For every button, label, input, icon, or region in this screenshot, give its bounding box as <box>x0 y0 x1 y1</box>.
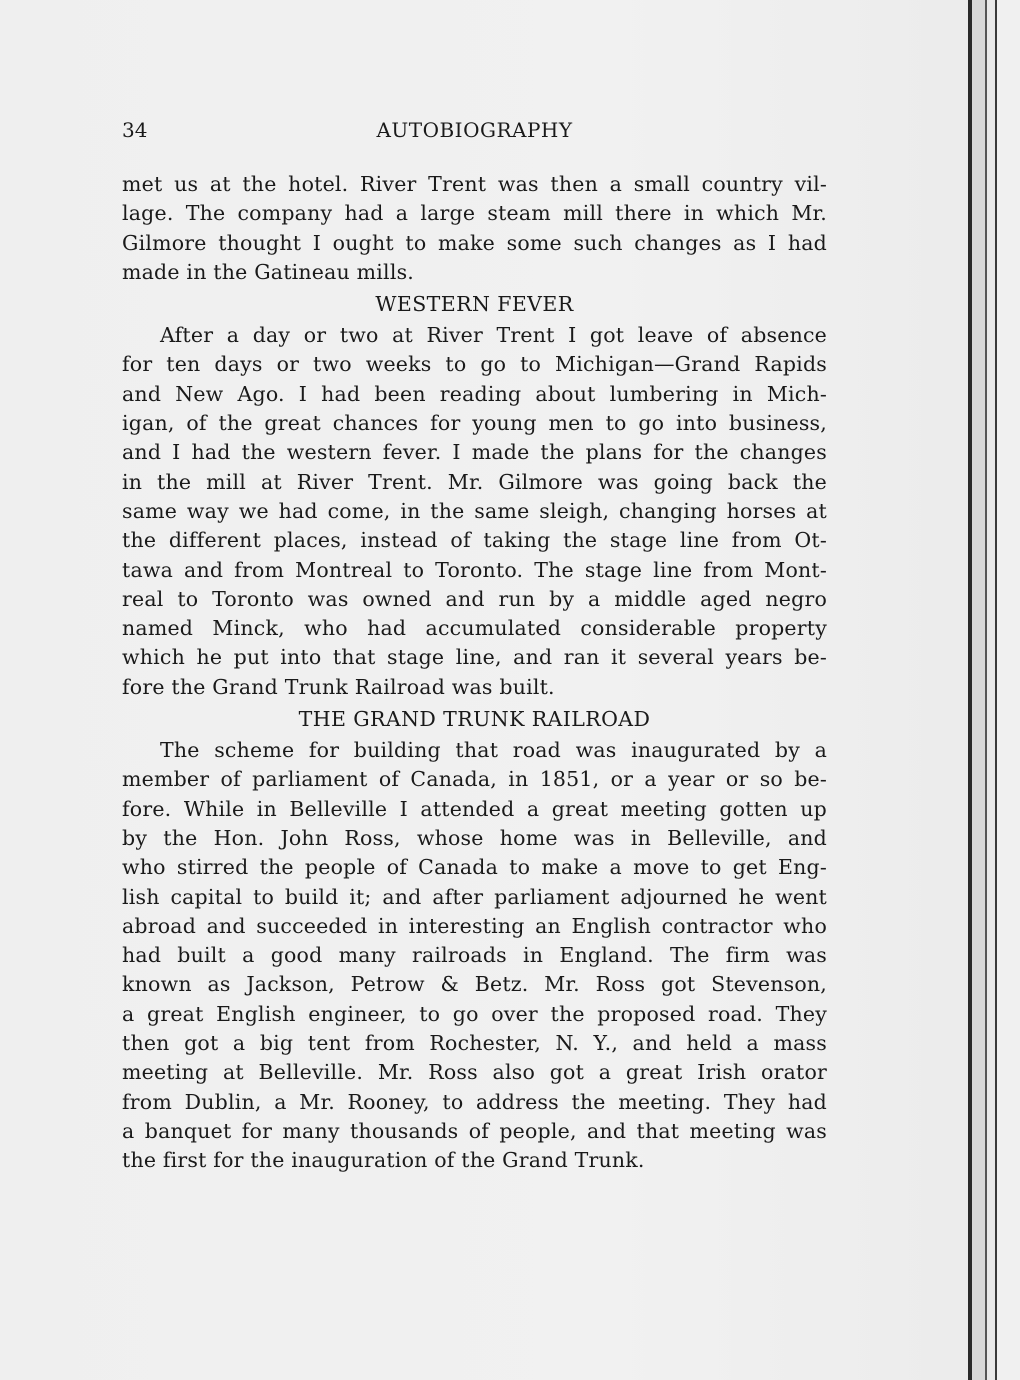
text-line: which he put into that stage line, and ran it several years be- <box>122 645 827 670</box>
page-body <box>122 170 827 1176</box>
text-line: same way we had come, in the same sleigh, changing horses at <box>122 498 827 523</box>
binding-edge <box>968 0 972 1380</box>
page-edge <box>997 0 1020 1380</box>
section-heading: WESTERN FEVER <box>375 292 574 317</box>
text-line: igan, of the great chances for young men to go into business, <box>122 411 827 436</box>
text-line: made in the Gatineau mills. <box>122 259 415 284</box>
text-line: from Dublin, a Mr. Rooney, to address the meeting. They had <box>122 1089 827 1114</box>
text-line: real to Toronto was owned and run by a middle aged negro <box>122 586 827 611</box>
text-line: named Minck, who had accumulated considerable property <box>122 616 827 641</box>
binding-line <box>985 0 987 1380</box>
binding-gap <box>972 0 985 1380</box>
text-line: Gilmore thought I ought to make some such changes as I had <box>122 230 827 255</box>
text-line: meeting at Belleville. Mr. Ross also got a great Irish orator <box>122 1060 827 1085</box>
paragraph <box>122 736 827 1175</box>
text-line: fore the Grand Trunk Railroad was built. <box>122 674 555 699</box>
text-line: The scheme for building that road was inaugurated by a <box>160 738 827 763</box>
page-header <box>122 118 827 148</box>
paragraph <box>122 170 827 287</box>
text-line: who stirred the people of Canada to make a move to get Eng- <box>122 855 827 880</box>
text-line: lage. The company had a large steam mill there in which Mr. <box>122 201 827 226</box>
text-line: the first for the inauguration of the Grand Trunk. <box>122 1148 645 1173</box>
text-line: a great English engineer, to go over the proposed road. They <box>122 1001 827 1026</box>
text-line: in the mill at River Trent. Mr. Gilmore was going back the <box>122 469 827 494</box>
text-line: by the Hon. John Ross, whose home was in Belleville, and <box>122 825 827 850</box>
text-line: lish capital to build it; and after parliament adjourned he went <box>122 884 827 909</box>
paragraph <box>122 321 827 702</box>
text-line: the different places, instead of taking the stage line from Ot- <box>122 528 827 553</box>
text-line: member of parliament of Canada, in 1851, or a year or so be- <box>122 767 827 792</box>
text-line: had built a good many railroads in England. The firm was <box>122 943 827 968</box>
text-line: then got a big tent from Rochester, N. Y., and held a mass <box>122 1031 827 1056</box>
section-heading: THE GRAND TRUNK RAILROAD <box>298 707 651 732</box>
text-line: fore. While in Belleville I attended a great meeting gotten up <box>122 796 827 821</box>
text-line: tawa and from Montreal to Toronto. The stage line from Mont- <box>122 557 827 582</box>
running-title: AUTOBIOGRAPHY <box>376 118 573 142</box>
text-line: for ten days or two weeks to go to Michigan—Grand Rapids <box>122 352 827 377</box>
text-line: abroad and succeeded in interesting an English contractor who <box>122 913 827 938</box>
text-line: and I had the western fever. I made the plans for the changes <box>122 440 827 465</box>
text-line: met us at the hotel. River Trent was then a small country vil- <box>122 172 827 196</box>
page-number: 34 <box>122 118 148 142</box>
text-line: known as Jackson, Petrow & Betz. Mr. Ross got Stevenson, <box>122 972 827 997</box>
text-line: After a day or two at River Trent I got leave of absence <box>160 323 827 348</box>
text-line: and New Ago. I had been reading about lumbering in Mich- <box>122 381 827 406</box>
text-line: a banquet for many thousands of people, and that meeting was <box>122 1118 827 1143</box>
